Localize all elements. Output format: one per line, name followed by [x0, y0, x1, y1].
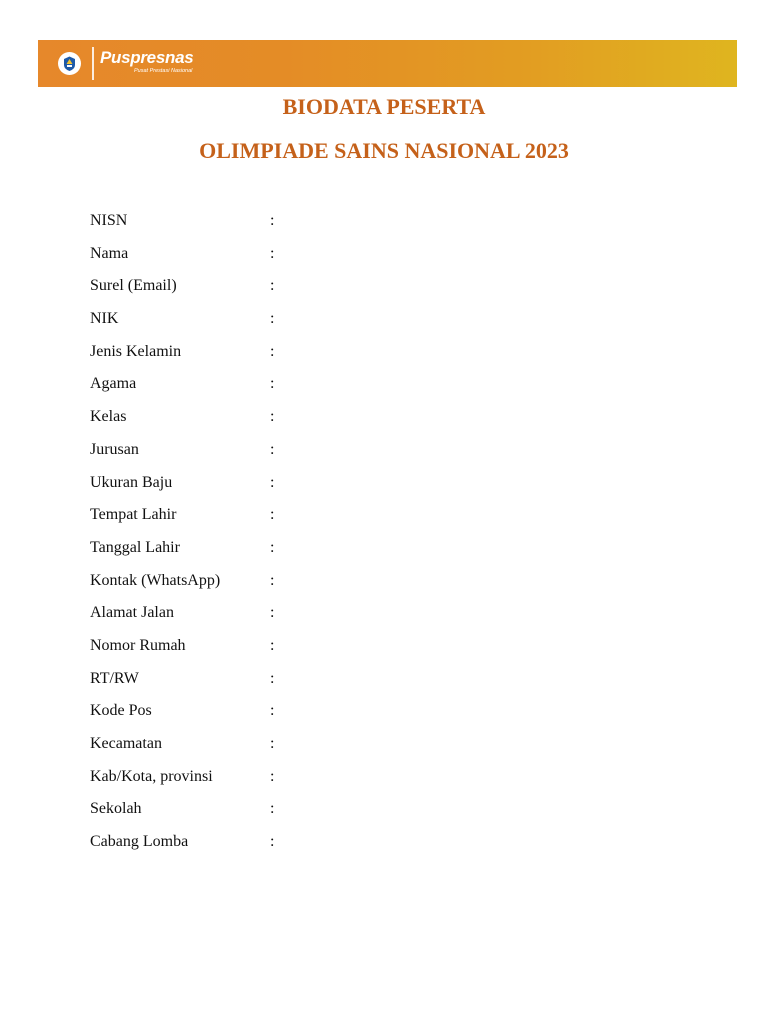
field-label: NISN [90, 212, 128, 229]
field-separator: : [270, 277, 275, 295]
field-row [90, 762, 490, 795]
field-label: RT/RW [90, 669, 139, 687]
field-label: NIK [90, 310, 119, 328]
field-separator: : [270, 571, 275, 589]
field-label: Nama [90, 244, 129, 262]
field-label: Jurusan [90, 440, 139, 458]
field-row [90, 566, 490, 599]
field-row [90, 435, 490, 468]
field-separator: : [270, 669, 275, 687]
document-subtitle: OLIMPIADE SAINS NASIONAL 2023 [199, 138, 569, 163]
field-row [90, 827, 490, 860]
field-row [90, 402, 490, 435]
field-row [90, 337, 490, 370]
field-separator: : [270, 473, 275, 491]
field-separator: : [270, 244, 275, 262]
field-label: Sekolah [90, 800, 142, 818]
field-row [90, 468, 490, 501]
header-banner [38, 40, 737, 87]
field-row [90, 533, 490, 566]
field-row [90, 664, 490, 697]
logo-text: Puspresnas [100, 48, 194, 67]
field-label: Alamat Jalan [90, 604, 174, 622]
field-separator: : [270, 212, 275, 229]
field-label: Kontak (WhatsApp) [90, 571, 221, 589]
field-label: Agama [90, 375, 137, 393]
field-row [90, 206, 490, 239]
logo-subtitle: Pusat Prestasi Nasional [134, 68, 193, 74]
field-label: Kode Pos [90, 702, 152, 720]
field-separator: : [270, 538, 275, 556]
field-separator: : [270, 342, 275, 360]
field-label: Kelas [90, 408, 127, 426]
field-separator: : [270, 800, 275, 818]
field-row [90, 271, 490, 304]
biodata-field-list [90, 206, 490, 860]
field-separator: : [270, 702, 275, 720]
document-title: BIODATA PESERTA [282, 94, 486, 119]
field-label: Tempat Lahir [90, 506, 177, 524]
field-row [90, 696, 490, 729]
field-row [90, 304, 490, 337]
field-row [90, 239, 490, 272]
field-label: Cabang Lomba [90, 833, 189, 851]
logo-divider [92, 47, 94, 80]
field-label: Kecamatan [90, 735, 162, 752]
field-label: Ukuran Baju [90, 473, 173, 491]
field-row [90, 794, 490, 827]
tut-wuri-handayani-emblem-icon [58, 52, 81, 75]
puspresnas-logo [100, 46, 210, 82]
field-separator: : [270, 604, 275, 622]
field-label: Nomor Rumah [90, 636, 186, 654]
field-separator: : [270, 833, 275, 851]
field-label: Tanggal Lahir [90, 538, 180, 556]
field-separator: : [270, 440, 275, 458]
field-separator: : [270, 735, 275, 752]
field-row [90, 729, 490, 762]
field-separator: : [270, 375, 275, 393]
field-separator: : [270, 506, 275, 524]
field-separator: : [270, 767, 275, 785]
field-row [90, 598, 490, 631]
emblem-graphic [61, 55, 78, 72]
field-row [90, 631, 490, 664]
field-label: Surel (Email) [90, 277, 177, 295]
field-separator: : [270, 636, 275, 654]
field-label: Jenis Kelamin [90, 342, 182, 360]
field-label: Kab/Kota, provinsi [90, 767, 213, 785]
field-separator: : [270, 310, 275, 328]
field-separator: : [270, 408, 275, 426]
field-row [90, 369, 490, 402]
field-row [90, 500, 490, 533]
